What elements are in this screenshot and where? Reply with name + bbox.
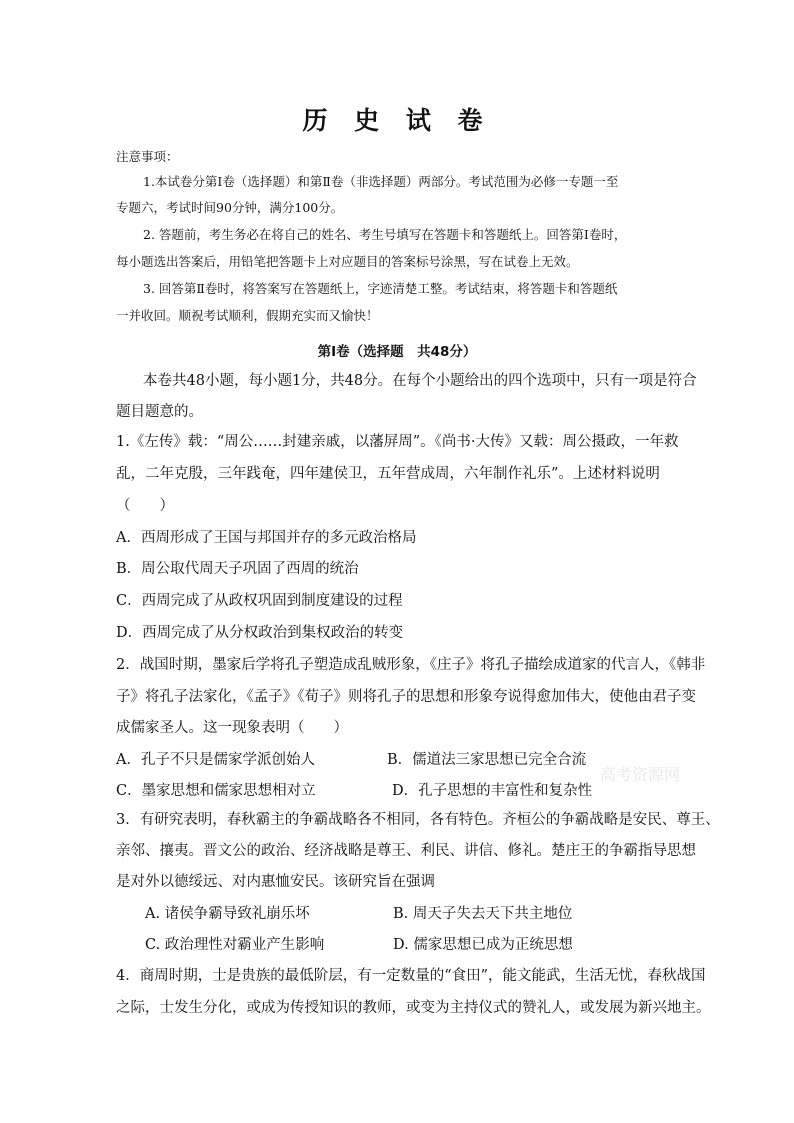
option-a: A. 诸侯争霸导致礼崩乐坏: [145, 906, 310, 922]
notice-line: 2. 答题前，考生务必在将自己的姓名、考生号填写在答题卡和答题纸上。回答第Ⅰ卷时，: [143, 227, 627, 242]
option-c: C. 政治理性对霸业产生影响: [145, 937, 325, 953]
question-stem: 子》将孔子法家化，《孟子》《荀子》则将孔子的思想和形象夸说得愈加伟大，使他由君子变: [116, 689, 696, 705]
option-a: A．西周形成了王国与邦国并存的多元政治格局: [116, 530, 417, 546]
notice-line: 3. 回答第Ⅱ卷时，将答案写在答题纸上，字迹清楚工整。考试结束，将答题卡和答题纸: [143, 281, 618, 296]
intro-line: 本卷共48小题，每小题1分，共48分。在每个小题给出的四个选项中，只有一项是符合: [143, 373, 697, 389]
question-stem: 亲邻、攘夷。晋文公的政治、经济战略是尊王、利民、讲信、修礼。楚庄王的争霸指导思想: [116, 843, 696, 859]
notice-line: 专题六，考试时间90分钟，满分100分。: [116, 200, 344, 215]
intro-line: 题目题意的。: [116, 404, 203, 420]
notice-line: 一并收回。顺祝考试顺利，假期充实而又愉快！: [116, 308, 379, 323]
question-stem: 乱，二年克殷，三年践奄，四年建侯卫，五年营成周，六年制作礼乐”。上述材料说明: [116, 466, 660, 482]
section-heading: 第Ⅰ卷（选择题 共48分）: [317, 344, 477, 360]
option-a: A．孔子不只是儒家学派创始人: [116, 752, 315, 768]
option-d: D．孔子思想的丰富性和复杂性: [392, 783, 593, 799]
question-stem: 是对外以德绥远、对内惠恤安民。该研究旨在强调: [116, 874, 435, 890]
question-stem: （ ）: [116, 498, 174, 514]
option-b: B．儒道法三家思想已完全合流: [387, 752, 587, 768]
notice-heading: 注意事项：: [116, 149, 179, 164]
question-stem: 3．有研究表明，春秋霸主的争霸战略各不相同，各有特色。齐桓公的争霸战略是安民、尊王、: [116, 812, 720, 828]
question-stem: 4．商周时期，士是贵族的最低阶层，有一定数量的“食田”，能文能武，生活无忧，春秋战国: [116, 968, 706, 984]
option-c: C．西周完成了从政权巩固到制度建设的过程: [116, 593, 403, 609]
notice-line: 每小题选出答案后，用铅笔把答题卡上对应题目的答案标号涂黑，写在试卷上无效。: [116, 254, 579, 269]
question-stem: 2．战国时期，墨家后学将孔子塑造成乱贼形象，《庄子》将孔子描绘成道家的代言人，《韩非: [116, 657, 706, 673]
option-b: B. 周天子失去天下共主地位: [393, 906, 573, 922]
option-d: D. 儒家思想已成为正统思想: [393, 937, 573, 953]
notice-line: 1.本试卷分第Ⅰ卷（选择题）和第Ⅱ卷（非选择题）两部分。考试范围为必修一专题一至: [143, 174, 619, 189]
question-stem: 之际，士发生分化，或成为传授知识的教师，或变为主持仪式的赞礼人，或发展为新兴地主。: [116, 1000, 711, 1016]
page-title: 历 史 试 卷: [302, 106, 492, 135]
option-c: C．墨家思想和儒家思想相对立: [116, 783, 316, 799]
watermark: 高考资源网: [600, 765, 681, 784]
option-b: B．周公取代周天子巩固了西周的统治: [116, 561, 359, 577]
question-stem: 1.《左传》载：“周公……封建亲戚，以藩屏周”。《尚书·大传》又载：周公摄政，一年救: [116, 434, 679, 450]
question-stem: 成儒家圣人。这一现象表明（ ）: [116, 720, 348, 736]
option-d: D．西周完成了从分权政治到集权政治的转变: [116, 625, 404, 641]
